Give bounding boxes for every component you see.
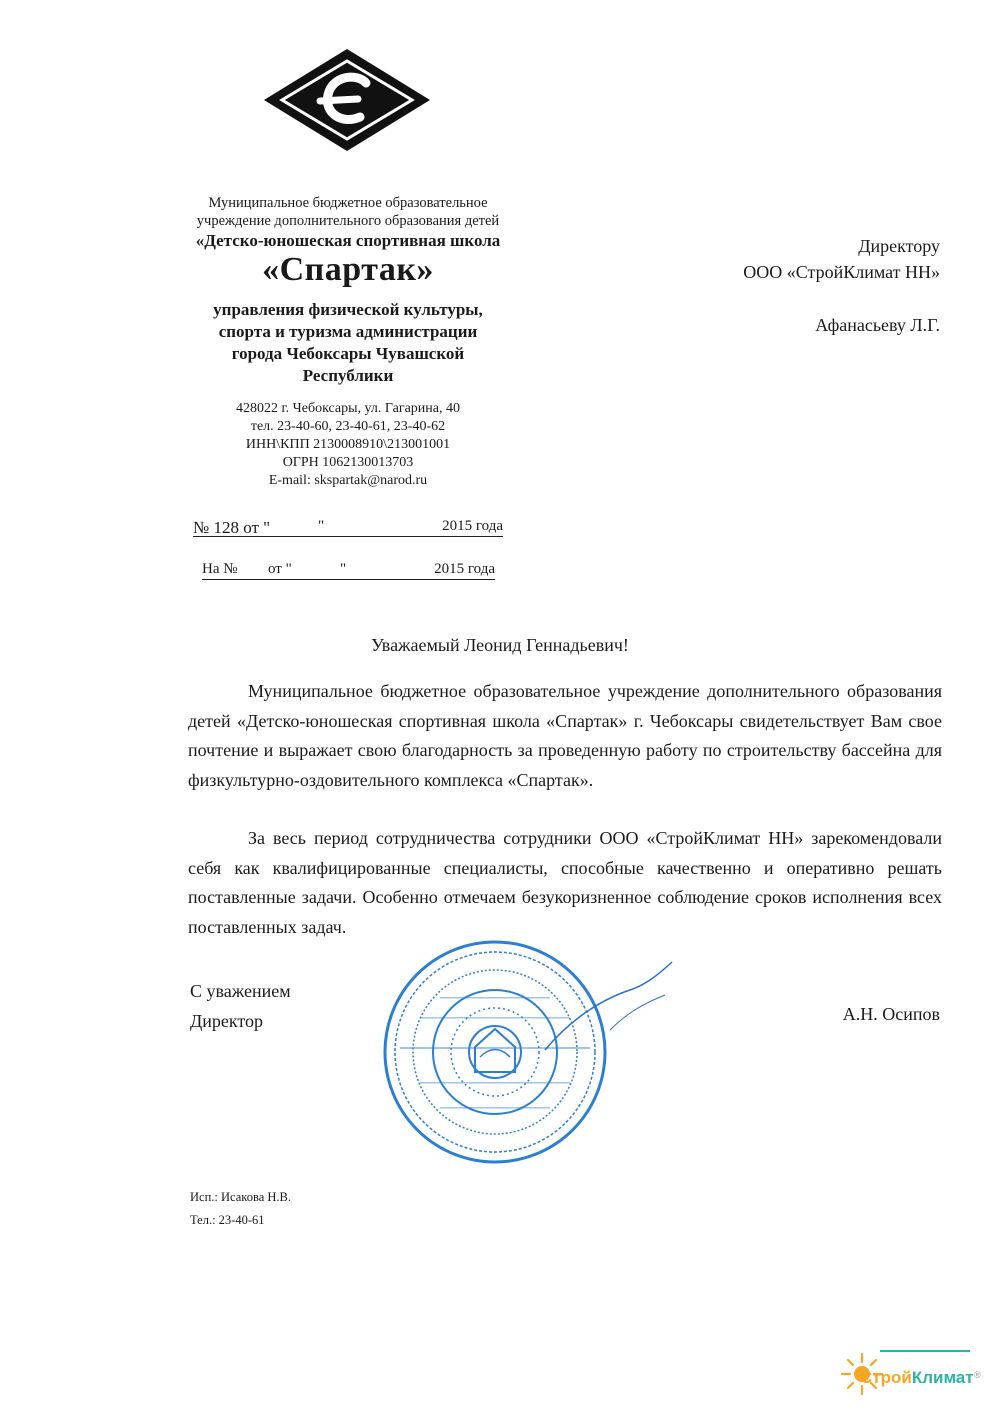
roof-icon: [880, 1350, 970, 1362]
outgoing-number-line: [193, 518, 503, 542]
organization-header: [168, 195, 528, 395]
addressee-line-1: Директору: [858, 236, 940, 256]
outgoing-date-quote: ": [318, 518, 325, 534]
incoming-number: На №: [202, 561, 238, 577]
closing-regards: С уважением: [190, 981, 291, 1001]
email-line: E-mail: skspartak@narod.ru: [268, 473, 428, 488]
org-line-5: спорта и туризма администрации: [218, 322, 478, 341]
brand-watermark: [838, 1344, 988, 1404]
executor-phone: Тел.: 23-40-61: [190, 1213, 265, 1227]
outgoing-number: № 128 от ": [193, 518, 271, 537]
signer-name: А.Н. Осипов: [842, 1004, 940, 1024]
incoming-from: от ": [268, 561, 292, 577]
letter-paragraph-2: За весь период сотрудничества сотрудники ООО «СтройКлимат НН» зарекомендовали себя как квалифицированные специалисты, способные качественно и оперативно решать поставленные задачи. Особенно отмечаем безукоризненное соблюдение сроков исполнения всех поставленных задач.: [188, 828, 942, 937]
brand-registered-mark: ®: [974, 1370, 981, 1380]
org-line-3: «Детско-юношеская спортивная школа: [195, 231, 501, 250]
greeting: Уважаемый Леонид Геннадьевич!: [371, 635, 629, 655]
org-line-1: Муниципальное бюджетное образовательное: [208, 195, 488, 211]
letter-paragraph-1: Муниципальное бюджетное образовательное учреждение дополнительного образования детей «Детско-юношеская спортивная школа «Спартак» г. Чебоксары свидетельствует Вам свое почтение и выражает свою благодарность за проведенную работу по строительству бассейна для физкультурно-оздовительного комплекса «Спартак».: [188, 681, 942, 790]
addressee-line-3: Афанасьеву Л.Г.: [815, 315, 940, 335]
inn-line: ИНН\КПП 2130008910\213001001: [245, 437, 451, 452]
phone-line: тел. 23-40-60, 23-40-61, 23-40-62: [250, 419, 446, 434]
org-line-7: Республики: [302, 366, 394, 385]
outgoing-year: 2015 года: [442, 518, 503, 534]
org-title: «Спартак»: [262, 251, 434, 288]
address-line: 428022 г. Чебоксары, ул. Гагарина, 40: [235, 401, 461, 416]
incoming-date-quote: ": [340, 561, 347, 577]
brand-name-text: СтройКлимат: [860, 1368, 974, 1387]
signature: [540, 960, 680, 1060]
org-line-4: управления физической культуры,: [213, 300, 483, 319]
spartak-logo: [262, 47, 432, 153]
closing-position: Директор: [190, 1011, 264, 1031]
org-line-6: города Чебоксары Чувашской: [231, 344, 465, 363]
incoming-year: 2015 года: [434, 561, 495, 577]
org-line-2: учреждение дополнительного образования детей: [196, 213, 500, 229]
incoming-number-line: [202, 561, 495, 585]
addressee-line-2: ООО «СтройКлимат НН»: [743, 262, 940, 282]
executor-line: Исп.: Исакова Н.В.: [190, 1190, 291, 1204]
contacts-block: [168, 401, 528, 496]
ogrn-line: ОГРН 1062130013703: [282, 455, 414, 470]
